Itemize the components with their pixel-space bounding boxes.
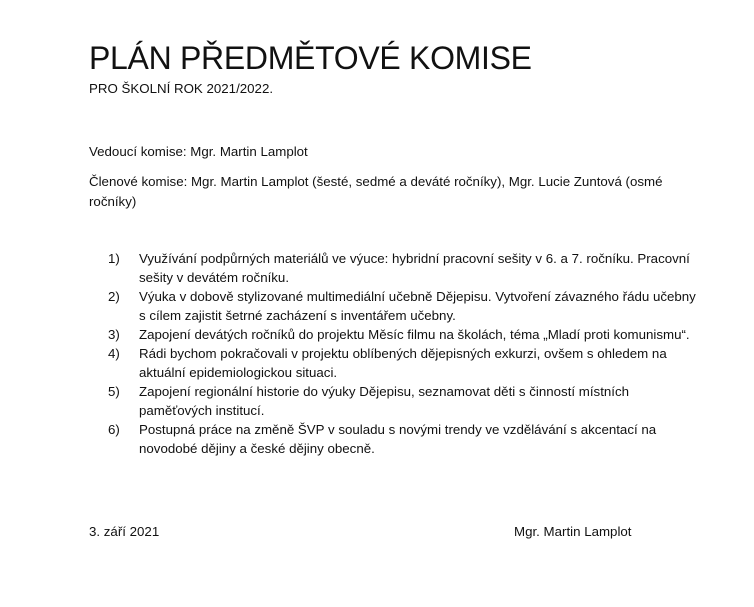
list-item-number: 3) — [108, 327, 120, 342]
document-title: PLÁN PŘEDMĚTOVÉ KOMISE — [89, 40, 532, 76]
list-item-number: 4) — [108, 346, 120, 361]
list-item — [108, 344, 703, 382]
list-item — [108, 420, 703, 458]
commission-leader: Vedoucí komise: Mgr. Martin Lamplot — [89, 144, 308, 159]
list-item-text: Zapojení regionální historie do výuky Dějepisu, seznamovat děti s činností místních paměťových institucí. — [139, 384, 630, 418]
document-subtitle: PRO ŠKOLNÍ ROK 2021/2022. — [89, 81, 274, 96]
list-item — [108, 325, 703, 344]
list-item — [108, 249, 703, 287]
signature-name: Mgr. Martin Lamplot — [514, 524, 632, 539]
list-item-number: 2) — [108, 289, 120, 304]
list-item-number: 5) — [108, 384, 120, 399]
list-item-number: 1) — [108, 251, 120, 266]
list-item — [108, 287, 703, 325]
document-date: 3. září 2021 — [89, 524, 160, 539]
commission-members: Členové komise: Mgr. Martin Lamplot (šesté, sedmé a deváté ročníky), Mgr. Lucie Zuntová (osmé ročníky) — [89, 174, 663, 209]
list-item-text: Postupná práce na změně ŠVP v souladu s novými trendy ve vzdělávání s akcentací na novodobé dějiny a české dějiny obecně. — [139, 422, 657, 456]
list-item — [108, 382, 703, 420]
list-item-text: Využívání podpůrných materiálů ve výuce: hybridní pracovní sešity v 6. a 7. ročníku. Pracovní sešity v devátém ročníku. — [139, 251, 690, 285]
list-item-text: Rádi bychom pokračovali v projektu oblíbených dějepisných exkurzi, ovšem s ohledem na aktuální epidemiologickou situaci. — [139, 346, 667, 380]
plan-items-list — [108, 249, 703, 458]
list-item-text: Výuka v dobově stylizované multimediální učebně Dějepisu. Vytvoření závazného řádu učebny s cílem zajistit šetrné zacházení s inventářem učebny. — [139, 289, 696, 323]
list-item-text: Zapojení devátých ročníků do projektu Měsíc filmu na školách, téma „Mladí proti komunismu“. — [139, 327, 690, 342]
list-item-number: 6) — [108, 422, 120, 437]
